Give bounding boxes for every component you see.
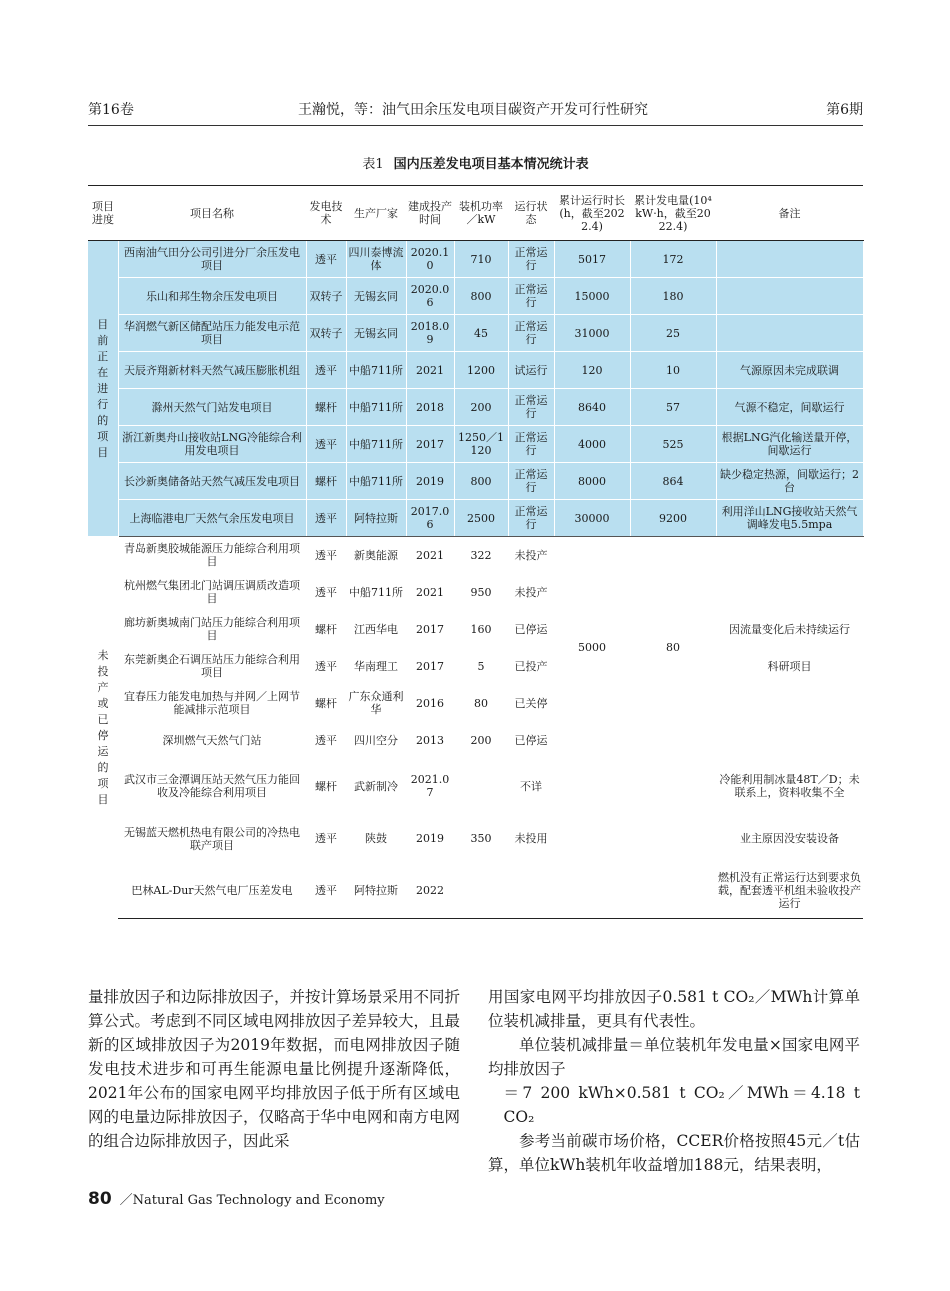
power-cell: 80 [474,696,488,710]
year-cell: 2018.09 [406,315,454,352]
year-cell: 2019 [406,463,454,500]
project-name-cell: 天辰齐翔新材料天然气减压膨胀机组 [118,352,306,389]
status-cell: 不详 [520,779,542,793]
manufacturer-cell: 中船711所 [346,426,406,463]
note-cell: 利用洋山LNG接收站天然气调峰发电5.5mpa [716,500,863,537]
running-header [88,99,863,121]
technology-cell: 透平 [306,426,346,463]
note-cell: 气源不稳定，间歇运行 [716,389,863,426]
manufacturer-cell: 中船711所 [346,352,406,389]
header-cell: 装机功率／kW [454,186,508,241]
hours-cell [554,759,630,814]
hours-cell: 4000 [554,426,630,463]
hours-cell: 30000 [554,500,630,537]
power-cell: 160 [470,622,492,636]
hours-cell: 15000 [554,278,630,315]
table-row [88,500,863,537]
status-cell: 正常运行 [508,315,554,352]
energy-cell: 25 [630,315,716,352]
power-cell: 2500 [454,500,508,537]
note-cell: 燃机没有正常运行达到要求负载，配套透平机组未验收投产运行 [716,864,863,919]
formula: ＝7 200 kWh×0.581 t CO₂／MWh＝4.18 t CO₂ [503,1084,860,1126]
power-cell: 5 [477,659,485,673]
note-cell [716,278,863,315]
note-cell [716,722,863,759]
page-number: 80 [88,1189,112,1209]
table-row [88,537,863,574]
year-cell: 2017 [416,622,444,636]
year-cell: 2013 [416,733,444,747]
technology-cell: 双转子 [306,315,346,352]
table-row [88,241,863,278]
status-cell: 已停运 [514,622,548,636]
year-cell: 2021 [416,585,444,599]
project-name-cell: 廊坊新奥城南门站压力能综合利用项目 [124,616,300,642]
power-cell: 350 [470,832,492,845]
project-name-cell: 长沙新奥储备站天然气减压发电项目 [118,463,306,500]
header-cell: 备注 [716,186,863,241]
power-cell: 800 [454,463,508,500]
table-row [88,722,863,759]
table-caption-number: 表1 [362,157,384,172]
volume-label: 第16卷 [88,102,134,118]
status-cell: 未投产 [514,548,548,562]
power-cell [454,864,508,919]
energy-cell: 180 [630,278,716,315]
technology-cell: 透平 [315,733,337,747]
power-cell: 800 [454,278,508,315]
manufacturer-cell: 中船711所 [349,585,403,599]
project-name-cell: 宜春压力能发电加热与并网／上网节能减排示范项目 [124,690,300,716]
power-cell: 1250／1120 [454,426,508,463]
note-cell: 业主原因没安装设备 [740,832,839,845]
project-name-cell: 滁州天然气门站发电项目 [118,389,306,426]
power-cell: 200 [454,389,508,426]
body-column-right [488,985,860,1177]
status-cell: 正常运行 [508,241,554,278]
status-cell: 已投产 [514,659,548,673]
status-cell: 正常运行 [508,278,554,315]
status-cell: 未投用 [514,832,548,845]
status-cell: 已停运 [514,733,548,747]
paragraph: 参考当前碳市场价格，CCER价格按照45元／t估算，单位kWh装机年收益增加188元，结果表明， [488,1132,860,1174]
manufacturer-cell: 无锡玄同 [346,315,406,352]
status-cell: 正常运行 [508,426,554,463]
power-cell [454,759,508,814]
header-cell: 发电技术 [306,186,346,241]
table-row [88,648,863,685]
header-cell: 累计运行时长(h，截至2022.4) [554,186,630,241]
hours-cell [554,864,630,919]
journal-name: ／Natural Gas Technology and Economy [119,1193,385,1208]
table-row [88,685,863,722]
power-cell: 710 [454,241,508,278]
note-cell: 因流量变化后未持续运行 [729,622,850,636]
technology-cell: 双转子 [306,278,346,315]
table-row [88,814,863,864]
header-cell: 运行状态 [508,186,554,241]
energy-cell: 10 [630,352,716,389]
energy-cell [630,864,716,919]
manufacturer-cell: 新奥能源 [354,548,398,562]
status-cell: 试运行 [508,352,554,389]
technology-cell: 螺杆 [315,622,337,636]
year-cell: 2020.06 [406,278,454,315]
year-cell: 2016 [416,696,444,710]
technology-cell: 透平 [306,241,346,278]
paragraph: 用国家电网平均排放因子0.581 t CO₂／MWh计算单位装机减排量，更具有代表性。 [488,988,860,1030]
manufacturer-cell: 陕鼓 [365,832,387,845]
power-cell: 200 [470,733,492,747]
header-cell: 建成投产时间 [406,186,454,241]
table-row [88,611,863,648]
table-caption [88,153,863,172]
note-cell: 科研项目 [767,659,812,673]
project-name-cell: 乐山和邦生物余压发电项目 [118,278,306,315]
table-row [88,315,863,352]
project-name-cell: 深圳燃气天然气门站 [162,733,262,747]
power-cell: 950 [470,585,492,599]
technology-cell: 螺杆 [306,389,346,426]
table-caption-title: 国内压差发电项目基本情况统计表 [393,157,589,172]
year-cell: 2021 [416,548,444,562]
manufacturer-cell: 四川空分 [354,733,398,747]
note-cell: 冷能利用制冰量48T／D；未联系上，资料收集不全 [719,773,860,799]
status-cell: 未投产 [514,585,548,599]
note-cell [716,315,863,352]
note-cell: 缺少稳定热源，间歇运行；2台 [716,463,863,500]
project-name-cell: 东莞新奥企石调压站压力能综合利用项目 [124,653,300,679]
header-cell: 累计发电量(10⁴ kW·h，截至2022.4) [630,186,716,241]
manufacturer-cell: 阿特拉斯 [346,864,406,919]
project-name-cell: 西南油气田分公司引进分厂余压发电项目 [118,241,306,278]
energy-cell [630,759,716,814]
technology-cell: 螺杆 [315,696,337,710]
manufacturer-cell: 中船711所 [346,463,406,500]
technology-cell: 透平 [306,500,346,537]
status-cell [508,864,554,919]
status-cell: 正常运行 [508,500,554,537]
project-statistics-table [88,185,864,919]
year-cell: 2017 [416,659,444,673]
project-name-cell: 浙江新奥舟山接收站LNG冷能综合利用发电项目 [118,426,306,463]
manufacturer-cell: 华南理工 [354,659,398,673]
technology-cell: 螺杆 [315,779,337,793]
technology-cell: 透平 [315,832,337,845]
current-projects-group [88,241,863,537]
manufacturer-cell: 中船711所 [346,389,406,426]
project-name-cell: 巴林AL-Dur天然气电厂压差发电 [118,864,306,919]
note-cell [716,537,863,574]
technology-cell: 透平 [306,864,346,919]
issue-label: 第6期 [826,102,863,118]
manufacturer-cell: 阿特拉斯 [346,500,406,537]
energy-cell: 9200 [630,500,716,537]
energy-cell: 172 [630,241,716,278]
energy-cell: 525 [630,426,716,463]
status-cell: 正常运行 [508,463,554,500]
header-cell: 生产厂家 [346,186,406,241]
manufacturer-cell: 无锡玄同 [346,278,406,315]
technology-cell: 透平 [315,585,337,599]
hours-cell: 8640 [554,389,630,426]
table-row [88,864,863,919]
status-cell: 已关停 [514,696,548,710]
status-cell: 正常运行 [508,389,554,426]
project-name-cell: 青岛新奥胶城能源压力能综合利用项目 [124,542,300,569]
merged-energy-cell: 80 [666,641,680,655]
year-cell: 2022 [406,864,454,919]
year-cell: 2018 [406,389,454,426]
power-cell: 322 [470,548,492,562]
note-cell [716,685,863,722]
year-cell: 2020.10 [406,241,454,278]
table-row [88,463,863,500]
energy-cell [630,814,716,864]
merged-hours-cell: 5000 [578,641,606,655]
project-name-cell: 武汉市三金潭调压站天然气压力能回收及冷能综合利用项目 [124,773,300,799]
hours-cell [554,814,630,864]
header-cell: 项目进度 [88,186,118,241]
header-cell: 项目名称 [118,186,306,241]
note-cell: 气源原因未完成联调 [716,352,863,389]
table-row [88,574,863,611]
project-name-cell: 华润燃气新区储配站压力能发电示范项目 [118,315,306,352]
note-cell [716,574,863,611]
hours-cell: 120 [554,352,630,389]
paragraph: 量排放因子和边际排放因子，并按计算场景采用不同折算公式。考虑到不同区域电网排放因子差异较大，且最新的区域排放因子为2019年数据，而电网排放因子随发电技术进步和可再生能源电量比例提升逐渐降低，2021年公布的国家电网平均排放因子低于所有区域电网的电量边际排放因子，仅略高于华中电网和南方电网的组合边际排放因子，因此采 [88,988,461,1150]
table-header-row [88,186,863,241]
energy-cell: 864 [630,463,716,500]
year-cell: 2019 [416,832,444,845]
group-label-current: 目前正在进行的项目 [88,241,118,537]
paragraph: 单位装机减排量＝单位装机年发电量×国家电网平均排放因子 [488,1036,860,1078]
technology-cell: 透平 [315,659,337,673]
power-cell: 45 [454,315,508,352]
hours-cell: 31000 [554,315,630,352]
power-cell: 1200 [454,352,508,389]
hours-cell: 8000 [554,463,630,500]
technology-cell: 透平 [306,352,346,389]
inactive-projects-group [88,537,863,919]
hours-cell: 5017 [554,241,630,278]
year-cell: 2021.07 [410,773,450,799]
header-rule [88,125,863,126]
table-row [88,352,863,389]
manufacturer-cell: 江西华电 [354,622,398,636]
table-row [88,389,863,426]
group-label-inactive: 未投产或已停运的项目 [97,648,109,806]
technology-cell: 透平 [315,548,337,562]
table-row [88,278,863,315]
manufacturer-cell: 四川泰博流体 [346,241,406,278]
energy-cell: 57 [630,389,716,426]
year-cell: 2021 [406,352,454,389]
page-footer [88,1189,385,1209]
project-name-cell: 上海临港电厂天然气余压发电项目 [118,500,306,537]
note-cell: 根据LNG汽化输送量开停，间歇运行 [716,426,863,463]
project-name-cell: 无锡蓝天燃机热电有限公司的冷热电联产项目 [124,825,300,852]
body-column-left [88,985,460,1153]
year-cell: 2017.06 [406,500,454,537]
project-name-cell: 杭州燃气集团北门站调压调质改造项目 [124,579,300,605]
technology-cell: 螺杆 [306,463,346,500]
table-row [88,759,863,814]
manufacturer-cell: 广东众通利华 [348,690,404,716]
note-cell [716,241,863,278]
year-cell: 2017 [406,426,454,463]
running-title: 王瀚悦，等：油气田余压发电项目碳资产开发可行性研究 [298,102,648,118]
manufacturer-cell: 武新制冷 [354,779,398,793]
table-row [88,426,863,463]
